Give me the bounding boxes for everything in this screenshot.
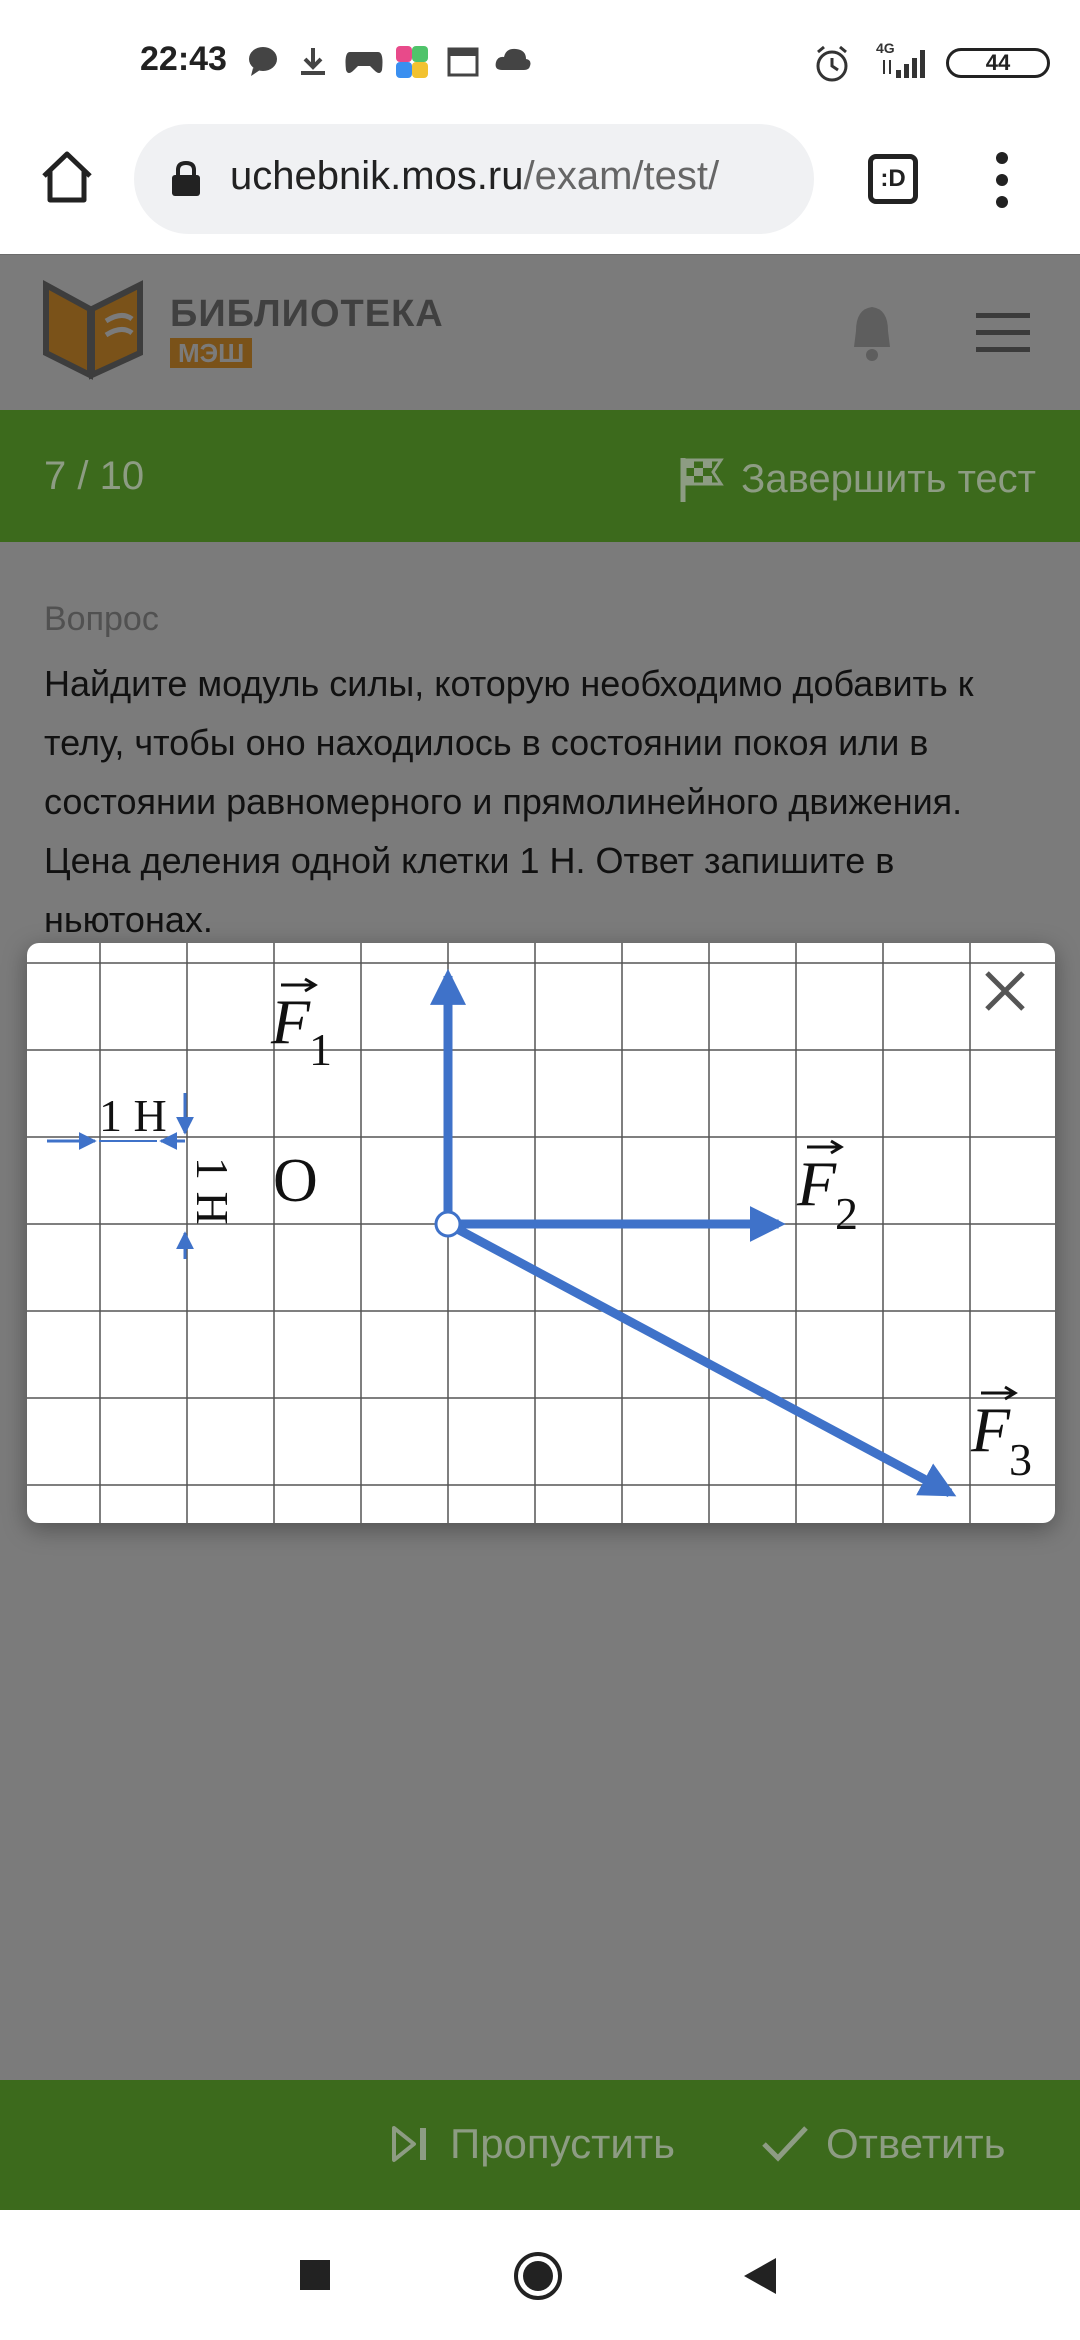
vector-f3: [448, 1224, 950, 1493]
battery-indicator: 44: [946, 48, 1050, 78]
scale-x-label: 1 Н: [99, 1090, 167, 1141]
network-type: 4G: [876, 40, 895, 56]
home-icon[interactable]: [38, 148, 96, 206]
calendar-icon: [446, 44, 480, 78]
cloud-icon: [494, 44, 532, 74]
address-bar[interactable]: [134, 124, 814, 234]
origin-label: O: [273, 1147, 318, 1215]
question-text: Найдите модуль силы, которую необходимо добавить к телу, чтобы оно находилось в состоянии покоя или в состоянии равномерного и прямолинейного движения. Цена деления одной клетки 1 Н. Ответ запишите в ньютонах.: [44, 663, 974, 940]
vector-label-f3: [970, 1387, 1032, 1485]
more-options-icon[interactable]: [990, 150, 1014, 210]
checkered-flag-icon: [677, 454, 727, 504]
alarm-icon: [812, 44, 852, 84]
skip-icon: [390, 2124, 430, 2164]
vector-f1-name: F: [271, 986, 311, 1057]
answer-label: Ответить: [826, 2120, 1006, 2167]
library-logo-icon[interactable]: [40, 275, 148, 387]
skip-button[interactable]: [390, 2120, 675, 2168]
system-nav-bar: [0, 2210, 1080, 2340]
skip-label: Пропустить: [450, 2120, 675, 2167]
brand-subtitle: МЭШ: [170, 338, 252, 368]
finish-test-label: Завершить тест: [741, 456, 1036, 501]
close-icon[interactable]: [975, 961, 1035, 1021]
test-progress-bar: [0, 410, 1080, 542]
url-path: /exam/test/: [523, 154, 720, 198]
site-header: [0, 254, 1080, 410]
brand-title: БИБЛИОТЕКА: [170, 293, 444, 335]
question-label: Вопрос: [44, 600, 159, 638]
finish-test-button[interactable]: [677, 454, 1036, 504]
app-icon: [394, 44, 430, 80]
url-text: [230, 154, 800, 199]
origin-point: [436, 1212, 460, 1236]
lock-icon: [170, 160, 202, 198]
message-icon: [246, 44, 280, 78]
signal-icon: [880, 44, 934, 80]
menu-icon[interactable]: [976, 311, 1030, 353]
vector-label-f1: [270, 979, 332, 1075]
scale-y-label: 1 Н: [187, 1157, 238, 1225]
image-modal: [27, 943, 1055, 1523]
vector-f2-subscript: 2: [835, 1188, 858, 1239]
browser-toolbar: [0, 124, 1080, 254]
grid: [27, 943, 1055, 1523]
action-bar: [0, 2080, 1080, 2210]
check-icon: [760, 2124, 810, 2164]
tab-switcher-button[interactable]: :D: [868, 154, 918, 204]
status-time: 22:43: [140, 40, 227, 78]
answer-button[interactable]: [760, 2120, 1006, 2168]
vector-f3-name: F: [971, 1394, 1011, 1465]
vector-f2-name: F: [797, 1148, 837, 1219]
gamepad-icon: [344, 44, 384, 78]
bell-icon[interactable]: [846, 301, 898, 363]
url-host: uchebnik.mos.ru: [230, 154, 524, 198]
question-counter: 7 / 10: [44, 454, 145, 498]
back-icon[interactable]: [740, 2254, 780, 2298]
status-bar: [0, 0, 1080, 124]
vector-f3-subscript: 3: [1009, 1434, 1032, 1485]
download-icon: [296, 44, 330, 78]
brand-text: [170, 293, 444, 368]
force-vectors-figure: [27, 943, 1055, 1523]
recent-apps-icon[interactable]: [298, 2258, 332, 2292]
home-nav-icon[interactable]: [512, 2250, 564, 2302]
vector-f1-subscript: 1: [309, 1024, 332, 1075]
